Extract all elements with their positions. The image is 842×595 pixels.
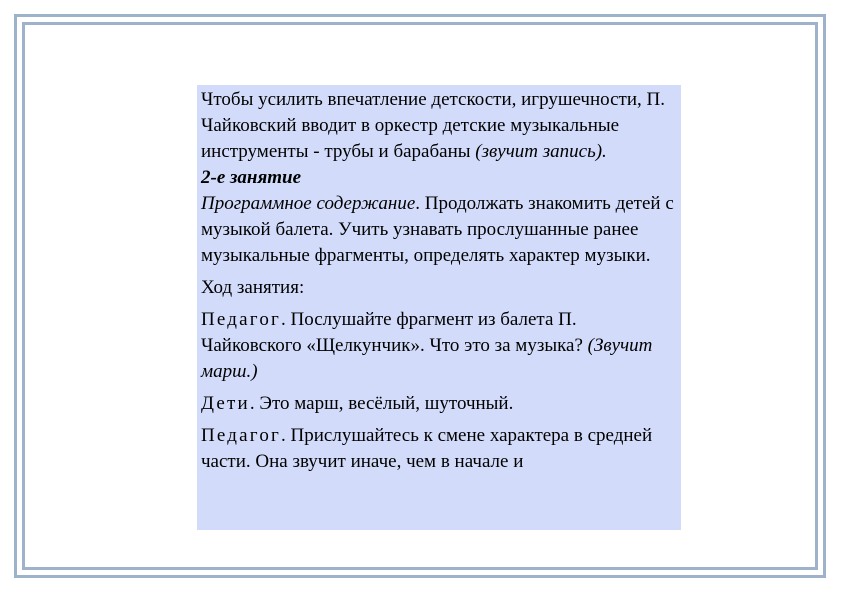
dialogue-teacher-1 <box>201 307 677 385</box>
speaker-teacher-1: Педагог <box>201 309 282 330</box>
program-content-label: Программное содержание <box>201 193 416 214</box>
dialogue-children-1-text: . Это марш, весёлый, шуточный. <box>249 393 514 414</box>
dialogue-teacher-2 <box>201 423 677 475</box>
program-content-text: . Продолжать знакомить детей с музыкой балета. Учить узнавать прослушанные ранее музыкальные фрагменты, определять характер музыки. <box>201 193 674 266</box>
document-text-block <box>197 85 681 530</box>
paragraph-intro <box>201 87 677 165</box>
dialogue-teacher-1-text: . Послушайте фрагмент из балета П. Чайковского «Щелкунчик». Что это за музыка? <box>201 309 588 356</box>
paragraph-program <box>201 191 677 269</box>
speaker-children-1: Дети <box>201 393 250 414</box>
lesson-heading: 2-е занятие <box>201 167 302 188</box>
speaker-teacher-2: Педагог <box>201 425 282 446</box>
paragraph-intro-text: Чтобы усилить впечатление детскости, игрушечности, П. Чайковский вводит в оркестр детские музыкальные инструменты - трубы и барабаны <box>201 89 665 162</box>
dialogue-teacher-2-text: . Прислушайтесь к смене характера в средней части. Она звучит иначе, чем в начале и <box>201 425 653 472</box>
dialogue-children-1 <box>201 391 677 417</box>
dialogue-teacher-1-note: (Звучит марш.) <box>201 335 653 382</box>
paragraph-intro-note: (звучит запись). <box>475 141 607 162</box>
lesson-progress-label: Ход занятия: <box>201 277 305 298</box>
